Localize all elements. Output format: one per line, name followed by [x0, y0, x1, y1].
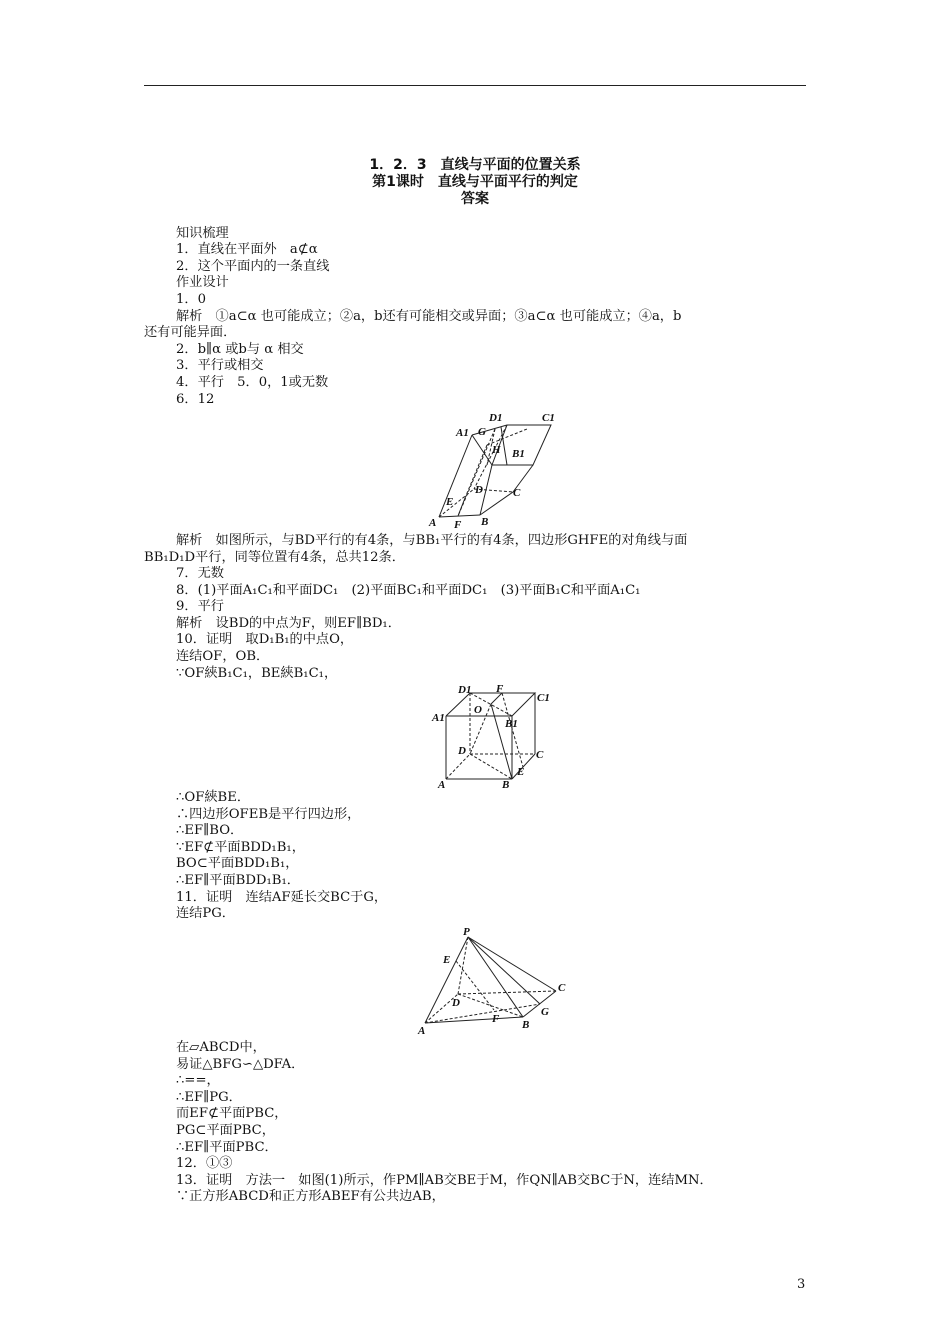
text-line: BO⊂平面BDD₁B₁，: [176, 856, 299, 871]
text-line: 解析 设BD的中点为F，则EF∥BD₁．: [176, 616, 401, 631]
label-A: A: [438, 779, 446, 791]
edge: [439, 515, 480, 517]
text-line: ∵EF⊄平面BDD₁B₁，: [176, 840, 305, 855]
text-line: 2．这个平面内的一条直线: [176, 259, 330, 274]
label-D: D: [458, 745, 466, 757]
text-line: 8．(1)平面A₁C₁和平面DC₁ (2)平面BC₁和平面DC₁ (3)平面B₁C和平面A₁C₁: [176, 583, 641, 598]
text-line: 而EF⊄平面PBC，: [176, 1106, 288, 1121]
header-rule: [144, 85, 806, 86]
label-F: F: [454, 519, 462, 530]
text-line: ∴EF∥BO．: [176, 823, 244, 838]
label-C1: C1: [542, 412, 555, 424]
text-line: 13．证明 方法一 如图(1)所示，作PM∥AB交BE于M，作QN∥AB交BC于N，连结MN．: [176, 1173, 713, 1188]
segment-OB: [491, 704, 512, 779]
text-line: ∴OF綊BE．: [176, 790, 251, 805]
text-line: ∴EF∥平面BDD₁B₁．: [176, 873, 300, 888]
label-F: F: [496, 683, 504, 695]
label-B: B: [502, 779, 510, 791]
line-PG: [468, 937, 540, 1004]
text-line: 还有可能异面．: [144, 325, 237, 340]
text-line: 11．证明 连结AF延长交BC于G，: [176, 890, 388, 905]
label-H: H: [492, 444, 501, 456]
text-line: 7．无数: [176, 566, 224, 581]
label-D: D: [475, 484, 483, 496]
text-line: 易证△BFG∽△DFA．: [176, 1057, 305, 1072]
text-line: 解析 如图所示，与BD平行的有4条，与BB₁平行的有4条，四边形GHFE的对角线与面: [176, 533, 688, 548]
edge-PB: [468, 937, 523, 1017]
label-P: P: [463, 926, 470, 938]
label-C: C: [513, 487, 521, 499]
section-title: 1．2．3 直线与平面的位置关系: [369, 157, 581, 173]
label-A1: A1: [456, 427, 469, 439]
text-line: 9．平行: [176, 599, 224, 614]
label-B: B: [522, 1019, 530, 1031]
text-line: ∵正方形ABCD和正方形ABEF有公共边AB，: [176, 1189, 445, 1204]
text-line: 10．证明 取D₁B₁的中点O，: [176, 632, 354, 647]
edge: [472, 435, 492, 465]
text-line: BB₁D₁D平行，同等位置有4条，总共12条．: [144, 550, 405, 565]
text-line: 在▱ABCD中，: [176, 1040, 266, 1055]
text-line: ∴EF∥PG．: [176, 1090, 242, 1105]
label-D: D: [452, 997, 460, 1009]
text-line: 解析 ①a⊂α 也可能成立；②a，b还有可能相交或异面；③a⊂α 也可能成立；④a，b: [176, 309, 682, 324]
label-C: C: [558, 982, 566, 994]
text-line: 12．①③: [176, 1156, 233, 1171]
edge-AB: [425, 1017, 523, 1023]
label-E: E: [446, 496, 454, 508]
label-C: C: [536, 749, 544, 761]
text-line: 2．b∥α 或b与 α 相交: [176, 342, 304, 357]
text-line: 连结OF，OB．: [176, 649, 270, 664]
label-D1: D1: [458, 684, 472, 696]
text-line: ∵OF綊B₁C₁，BE綊B₁C₁，: [176, 666, 338, 681]
text-line: 3．平行或相交: [176, 358, 264, 373]
text-line: 6．12: [176, 392, 215, 407]
lesson-title: 第1课时 直线与平面平行的判定: [372, 174, 578, 190]
line-EF: [456, 961, 494, 1010]
text-line: 4．平行 5．0，1或无数: [176, 375, 329, 390]
pyramid-figure: [416, 924, 576, 1039]
label-B1: B1: [505, 718, 518, 730]
label-G: G: [541, 1006, 549, 1018]
text-line: PG⊂平面PBC，: [176, 1123, 275, 1138]
text-line: 作业设计: [176, 275, 229, 290]
label-G: G: [478, 426, 486, 438]
label-B1: B1: [512, 448, 525, 460]
label-C1: C1: [537, 692, 550, 704]
text-line: 知识梳理: [176, 226, 229, 241]
label-O: O: [474, 704, 482, 716]
label-B: B: [481, 516, 489, 528]
cube-figure: [430, 683, 555, 791]
label-E: E: [517, 766, 525, 778]
text-line: ∴==，: [176, 1073, 220, 1088]
text-line: 连结PG．: [176, 906, 235, 921]
text-line: 1．0: [176, 292, 206, 307]
label-A: A: [429, 517, 437, 529]
inner-line: [487, 429, 527, 445]
label-A: A: [418, 1025, 426, 1037]
hidden-edge: [446, 754, 470, 779]
edge-PC: [468, 937, 556, 991]
label-F: F: [492, 1013, 500, 1025]
text-line: ∴四边形OFEB是平行四边形，: [176, 807, 361, 822]
label-D1: D1: [489, 412, 503, 424]
text-line: 1．直线在平面外 a⊄α: [176, 242, 318, 257]
label-A1: A1: [432, 712, 445, 724]
parallelepiped-figure: [425, 405, 555, 530]
edge-PA: [425, 937, 468, 1023]
label-E: E: [443, 954, 451, 966]
page-number: 3: [797, 1277, 806, 1292]
text-line: ∴EF∥平面PBC．: [176, 1140, 278, 1155]
edge: [439, 435, 472, 517]
answer-heading: 答案: [461, 191, 489, 207]
